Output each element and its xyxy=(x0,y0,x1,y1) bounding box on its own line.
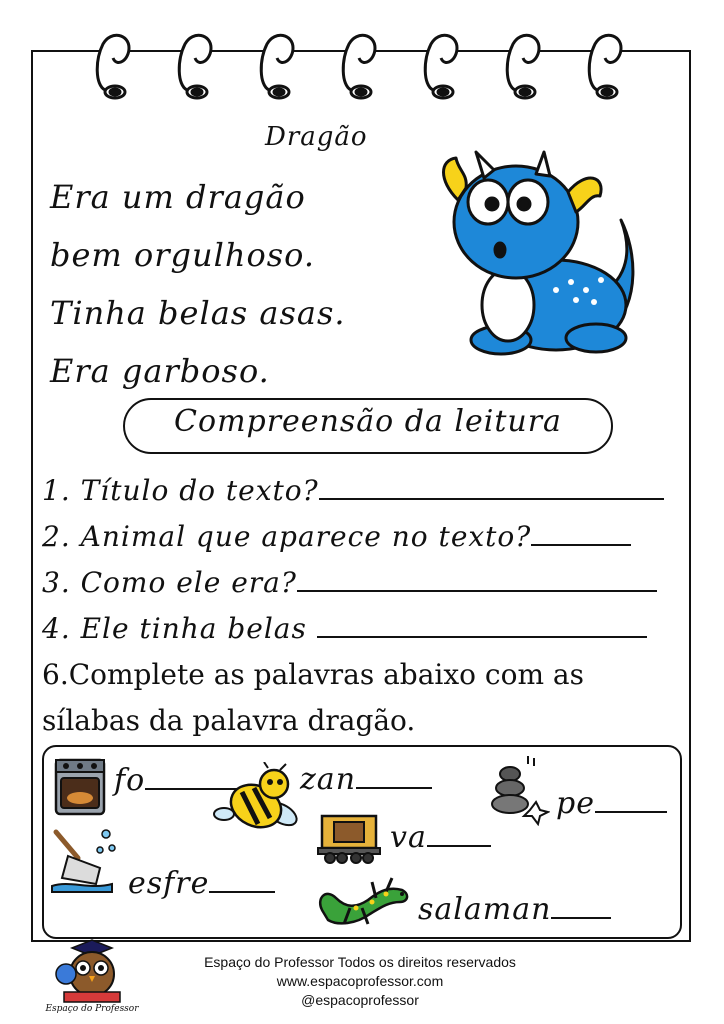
answer-blank[interactable] xyxy=(427,823,491,847)
word-va xyxy=(390,820,491,855)
poem-line: Tinha belas asas. xyxy=(50,294,346,332)
question-3 xyxy=(42,566,657,599)
footer-handle: @espacoprofessor xyxy=(301,992,419,1008)
answer-blank[interactable] xyxy=(317,614,647,638)
question-4 xyxy=(42,612,647,645)
word-text: esfre xyxy=(128,866,210,901)
oven-icon xyxy=(54,758,106,816)
footer-copyright: Espaço do Professor Todos os direitos reservados xyxy=(204,954,516,970)
text-title: Dragão xyxy=(265,122,368,152)
salamander-icon xyxy=(316,868,412,932)
poem-line: bem orgulhoso. xyxy=(50,236,315,274)
word-text: va xyxy=(390,820,427,855)
word-salaman xyxy=(418,892,611,927)
word-text: salaman xyxy=(418,892,552,927)
question-2 xyxy=(42,520,631,553)
word-zan xyxy=(300,762,432,797)
mop-icon xyxy=(50,828,120,896)
answer-blank[interactable] xyxy=(551,895,611,919)
word-text: fo xyxy=(114,763,146,798)
answer-blank[interactable] xyxy=(356,765,432,789)
word-text: pe xyxy=(556,786,595,821)
word-text: zan xyxy=(300,762,357,797)
dragon-illustration xyxy=(436,140,648,370)
wagon-icon xyxy=(316,812,382,864)
question-6: 6.Complete as palavras abaixo com as xyxy=(42,658,584,691)
answer-blank[interactable] xyxy=(319,476,664,500)
question-text: 1. Título do texto? xyxy=(42,474,319,507)
stones-icon xyxy=(488,754,550,826)
answer-blank[interactable] xyxy=(209,869,275,893)
answer-blank[interactable] xyxy=(531,522,631,546)
poem-line: Era um dragão xyxy=(50,178,306,216)
question-text: 3. Como ele era? xyxy=(42,566,297,599)
spiral-rings-icon xyxy=(95,30,655,100)
question-text: 2. Animal que aparece no texto? xyxy=(42,520,532,553)
poem-line: Era garboso. xyxy=(50,352,270,390)
answer-blank[interactable] xyxy=(595,789,667,813)
owl-logo-icon xyxy=(52,938,132,1004)
answer-blank[interactable] xyxy=(297,568,657,592)
question-6-continued: sílabas da palavra dragão. xyxy=(42,704,416,737)
footer-website-link[interactable]: www.espacoprofessor.com xyxy=(276,973,444,989)
word-pe xyxy=(556,786,667,821)
question-1 xyxy=(42,474,664,507)
question-text: 4. Ele tinha belas xyxy=(42,612,307,645)
word-esfre xyxy=(128,866,275,901)
logo-caption: Espaço do Professor xyxy=(45,1004,139,1014)
bee-icon xyxy=(212,762,304,840)
section-title: Compreensão da leitura xyxy=(174,404,562,439)
